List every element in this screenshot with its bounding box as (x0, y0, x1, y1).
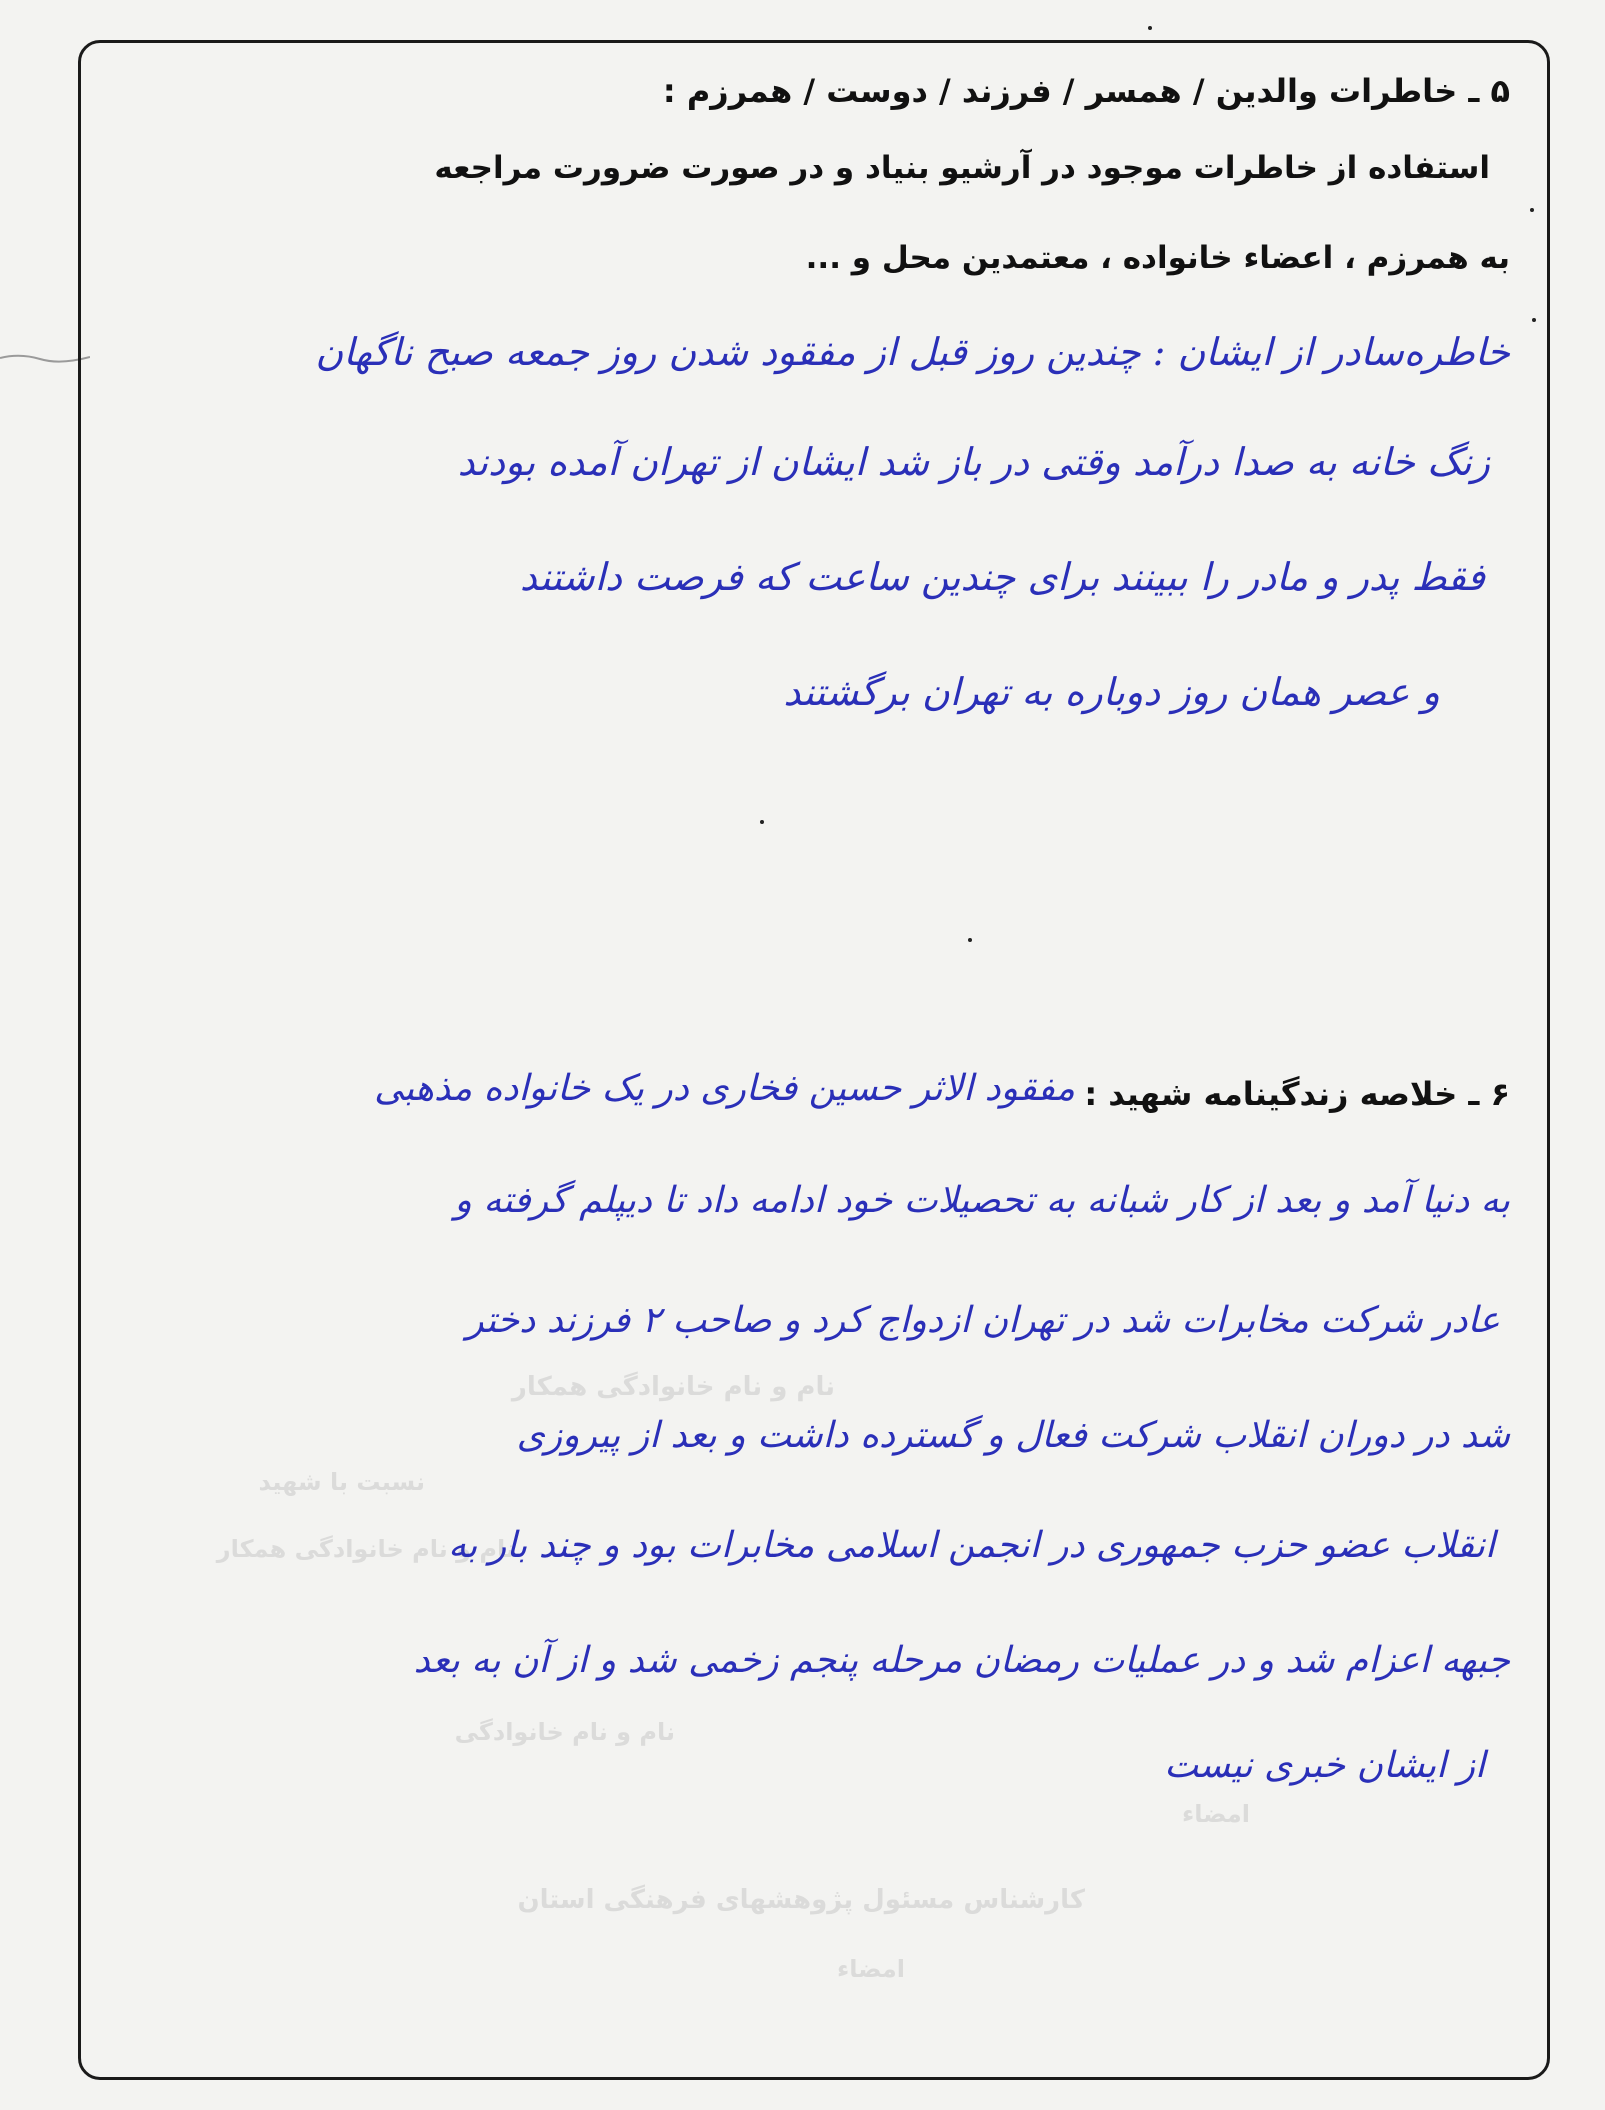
paper-fold-mark (0, 348, 90, 358)
ghost-line: کارشناس مسئول پژوهشهای فرهنگی استان (517, 1885, 1085, 1915)
section5-instruction-line1: استفاده از خاطرات موجود در آرشیو بنیاد و در صورت ضرورت مراجعه (434, 150, 1490, 186)
section5-instruction-line2: به همرزم ، اعضاء خانواده ، معتمدین محل و ... (805, 240, 1510, 276)
ghost-line: امضاء (1181, 1800, 1250, 1828)
handwritten-biography-line: شد در دوران انقلاب شرکت فعال و گسترده داشت و بعد از پیروزی (516, 1415, 1510, 1456)
handwritten-memory-line: خاطره‌سادر از ایشان : چندین روز قبل از مفقود شدن روز جمعه صبح ناگهان (315, 330, 1510, 374)
handwritten-biography-start: مفقود الاثر حسین فخاری در یک خانواده مذهبی (374, 1068, 1075, 1109)
speck (968, 938, 972, 942)
handwritten-memory-line: فقط پدر و مادر را ببینند برای چندین ساعت که فرصت داشتند (519, 555, 1485, 599)
ghost-line: نسبت با شهید (258, 1468, 425, 1496)
handwritten-biography-line: جبهه اعزام شد و در عملیات رمضان مرحله پنجم زخمی شد و از آن به بعد (413, 1640, 1510, 1681)
speck (760, 820, 764, 824)
handwritten-biography-line: انقلاب عضو حزب جمهوری در انجمن اسلامی مخابرات بود و چند بار به (448, 1525, 1495, 1566)
handwritten-biography-line: از ایشان خبری نیست (1164, 1745, 1485, 1786)
ghost-line: نام و نام خانوادگی همکار (216, 1535, 515, 1563)
section6-heading: ۶ ـ خلاصه زندگینامه شهید : (1084, 1075, 1510, 1113)
handwritten-memory-line: و عصر همان روز دوباره به تهران برگشتند (783, 670, 1440, 714)
handwritten-biography-line: عادر شرکت مخابرات شد در تهران ازدواج کرد و صاحب ۲ فرزند دختر (466, 1300, 1500, 1341)
ghost-line: نام و نام خانوادگی همکار (511, 1372, 835, 1402)
ghost-line: امضاء (836, 1955, 905, 1983)
handwritten-biography-line: به دنیا آمد و بعد از کار شبانه به تحصیلات خود ادامه داد تا دیپلم گرفته و (454, 1180, 1510, 1221)
speck (1530, 208, 1534, 212)
section5-heading: ۵ ـ خاطرات والدین / همسر / فرزند / دوست / همرزم : (662, 72, 1510, 110)
speck (1532, 318, 1536, 322)
ghost-line: نام و نام خانوادگی (454, 1718, 675, 1746)
handwritten-memory-line: زنگ خانه به صدا درآمد وقتی در باز شد ایشان از تهران آمده بودند (457, 440, 1490, 484)
speck (1148, 26, 1152, 30)
